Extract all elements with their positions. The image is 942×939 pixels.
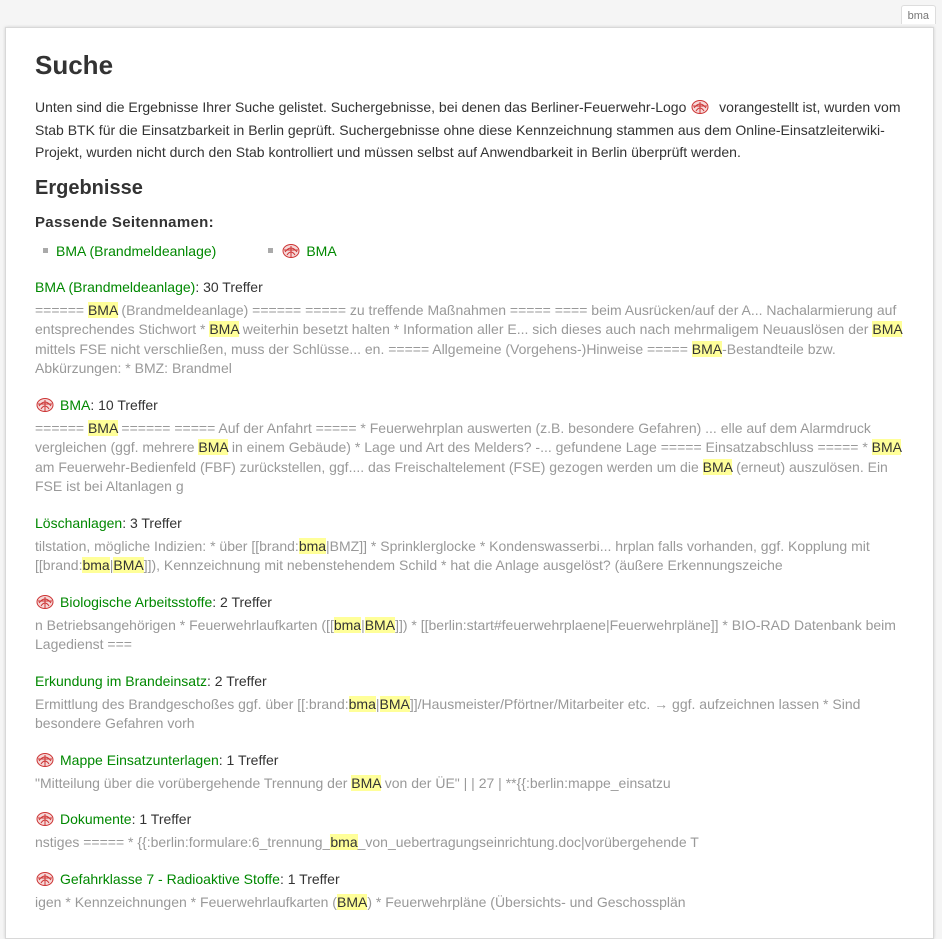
berlin-fire-logo-icon [35, 397, 55, 413]
result-header [35, 277, 905, 297]
search-highlight: BMA [351, 774, 381, 791]
intro-text [35, 96, 905, 164]
snippet-text: |BMZ]] * Sprinklerglocke * Kondenswasserbi... hrplan falls vorhanden, ggf. Kopplung mit [[brand: [35, 537, 870, 573]
search-result [35, 750, 905, 794]
berlin-fire-logo-icon [35, 594, 55, 610]
search-highlight: BMA [113, 557, 144, 573]
search-result [35, 869, 905, 913]
snippet-text: von der ÜE" | | 27 | **{{:berlin:mappe_einsatzu [380, 774, 671, 791]
snippet-text: igen * Kennzeichnungen * Feuerwehrlaufkarten ( [35, 893, 337, 910]
berlin-fire-logo-icon [35, 811, 55, 827]
snippet-text: (erneut) auszulösen. Ein FSE ist bei Altanlagen g [35, 458, 888, 494]
result-hit-count: : 10 Treffer [90, 396, 158, 413]
search-highlight: bma [333, 616, 362, 633]
result-title-link[interactable]: BMA [60, 396, 91, 413]
result-hit-count: : 2 Treffer [212, 593, 272, 610]
pagename-link[interactable]: BMA [306, 242, 337, 259]
search-result [35, 277, 905, 379]
result-title-link[interactable]: Dokumente [60, 811, 132, 827]
search-highlight: BMA [702, 458, 733, 475]
search-result [35, 671, 905, 734]
bullet-icon [268, 248, 273, 253]
result-hit-count: : 1 Treffer [279, 870, 340, 887]
bullet-icon [43, 248, 48, 253]
search-highlight: bma [348, 695, 376, 712]
result-hit-count: : 3 Treffer [122, 514, 182, 531]
berlin-fire-logo-icon [281, 243, 301, 259]
search-highlight: BMA [87, 301, 118, 318]
snippet-text: | [361, 616, 365, 633]
result-snippet [35, 893, 905, 913]
result-snippet [35, 301, 905, 379]
snippet-text: ====== ===== Auf der Anfahrt ===== * Feuerwehrplan auswerten (z.B. besondere Gefahren) ... elle auf dem Alarmdruck vergleichen (ggf. mehrere [35, 419, 871, 455]
search-result [35, 395, 905, 497]
results-list [35, 277, 905, 913]
result-title-link[interactable]: Löschanlagen [35, 514, 123, 531]
result-title-link[interactable]: Mappe Einsatzunterlagen [60, 751, 219, 768]
search-highlight: bma [82, 557, 110, 573]
result-title-link[interactable]: Erkundung im Brandeinsatz [35, 672, 207, 689]
result-title-link[interactable]: Gefahrklasse 7 - Radioaktive Stoffe [60, 870, 280, 887]
search-highlight: BMA [198, 439, 228, 455]
intro-text-part2: vorangestellt ist, wurden vom Stab BTK für die Einsatzbarkeit in Berlin geprüft. Suchergebnisse ohne diese Kennzeichnung stammen aus dem Online-Einsatzleiterwiki-Projekt, wurden nicht durch den Stab kontrolliert und müssen selbst auf Anwendbarkeit in Berlin überprüft werden. [35, 99, 901, 160]
snippet-text: (Brandmeldeanlage) ====== ===== zu treffende Maßnahmen ===== ==== beim Ausrücken/auf der A... Nachalarmierung auf entsprechendes Stichwort * [35, 301, 897, 337]
search-highlight: BMA [872, 321, 902, 337]
result-snippet [35, 419, 905, 497]
pagename-link[interactable]: BMA (Brandmeldeanlage) [56, 242, 217, 259]
snippet-text: ) * Feuerwehrpläne (Übersichts- und Geschossplän [367, 893, 686, 910]
result-snippet [35, 833, 905, 853]
intro-text-part1: Unten sind die Ergebnisse Ihrer Suche gelistet. Suchergebnisse, bei denen das Berliner-Feuerwehr-Logo [35, 99, 687, 115]
search-highlight: bma [298, 537, 327, 554]
result-header [35, 671, 905, 691]
result-hit-count: : 2 Treffer [207, 672, 267, 689]
result-snippet [35, 774, 905, 794]
snippet-text: _von_uebertragungseinrichtung.doc|vorübergehende T [357, 834, 699, 850]
snippet-text: | [375, 695, 380, 712]
search-highlight: BMA [209, 321, 239, 337]
page-title: Suche [35, 50, 114, 80]
berlin-fire-logo-icon [690, 99, 710, 115]
results-heading: Ergebnisse [35, 176, 143, 199]
result-title-link[interactable]: BMA (Brandmeldeanlage) [35, 278, 196, 295]
search-highlight: bma [330, 834, 358, 850]
result-hit-count: : 1 Treffer [131, 811, 192, 827]
snippet-text: n Betriebsangehörigen * Feuerwehrlaufkarten ([[ [35, 616, 334, 633]
result-snippet [35, 616, 905, 655]
result-title-link[interactable]: Biologische Arbeitsstoffe [60, 593, 213, 610]
result-header [35, 592, 905, 612]
result-header [35, 809, 905, 829]
snippet-text: -Bestandteile bzw. Abkürzungen: * BMZ: Brandmel [35, 340, 836, 376]
snippet-text: tilstation, mögliche Indizien: * über [[brand: [35, 537, 299, 554]
search-highlight: BMA [691, 340, 723, 357]
snippet-text: mittels FSE nicht verschließen, muss der Schlüsse... en. ===== Allgemeine (Vorgehens-)Hinweise ===== [35, 340, 692, 357]
snippet-text: ]]), Kennzeichnung mit nebenstehendem Schild * hat die Anlage ausgelöst? (äußere Erkennungszeiche [143, 557, 783, 573]
result-header [35, 869, 905, 889]
search-highlight: BMA [379, 695, 410, 712]
snippet-text: "Mitteilung über die vorübergehende Trennung der [35, 774, 352, 791]
snippet-text: ]]) * [[berlin:start#feuerwehrplaene|Feuerwehrpläne]] * BIO-RAD Datenbank beim Lagedienst === [35, 616, 896, 652]
snippet-text: Ermittlung des Brandgeschoßes ggf. über [[:brand: [35, 695, 349, 712]
snippet-text: weiterhin besetzt halten * Information aller E... sich dieses auch nach mehrmaligem Neuauslösen der [238, 321, 873, 337]
result-snippet [35, 537, 905, 576]
pagename-item [43, 243, 216, 259]
snippet-text: ]]/Hausmeister/Pförtner/Mitarbeiter etc. → ggf. aufzeichnen lassen * Sind besondere Gefahren vorh [35, 695, 861, 731]
snippet-text: nstiges ===== * {{:berlin:formulare:6_trennung_ [35, 834, 331, 850]
snippet-text: in einem Gebäude) * Lage und Art des Melders? -... gefundene Lage ===== Einsatzabschluss ===== * [228, 439, 872, 455]
namespace-badge: bma [901, 5, 936, 24]
search-result [35, 809, 905, 853]
snippet-text: ====== [35, 419, 88, 436]
pagenames-heading: Passende Seitennamen: [35, 213, 214, 231]
search-highlight: BMA [87, 419, 118, 436]
page-content [5, 27, 934, 939]
result-header [35, 750, 905, 770]
pagename-item [268, 243, 336, 259]
snippet-text: am Feuerwehr-Bedienfeld (FBF) zurückstellen, ggf.... das Freischaltelement (FSE) gezogen werden um die [35, 458, 703, 475]
snippet-text: | [109, 557, 114, 573]
berlin-fire-logo-icon [35, 752, 55, 768]
result-snippet [35, 695, 905, 734]
result-header [35, 395, 905, 415]
search-highlight: BMA [364, 616, 396, 633]
berlin-fire-logo-icon [35, 871, 55, 887]
search-highlight: BMA [871, 439, 902, 455]
search-highlight: BMA [336, 893, 368, 910]
result-hit-count: : 1 Treffer [218, 751, 279, 768]
snippet-text: ====== [35, 301, 88, 318]
search-result [35, 513, 905, 576]
pagenames-list [35, 243, 905, 259]
result-header [35, 513, 905, 533]
result-hit-count: : 30 Treffer [195, 278, 263, 295]
search-result [35, 592, 905, 655]
